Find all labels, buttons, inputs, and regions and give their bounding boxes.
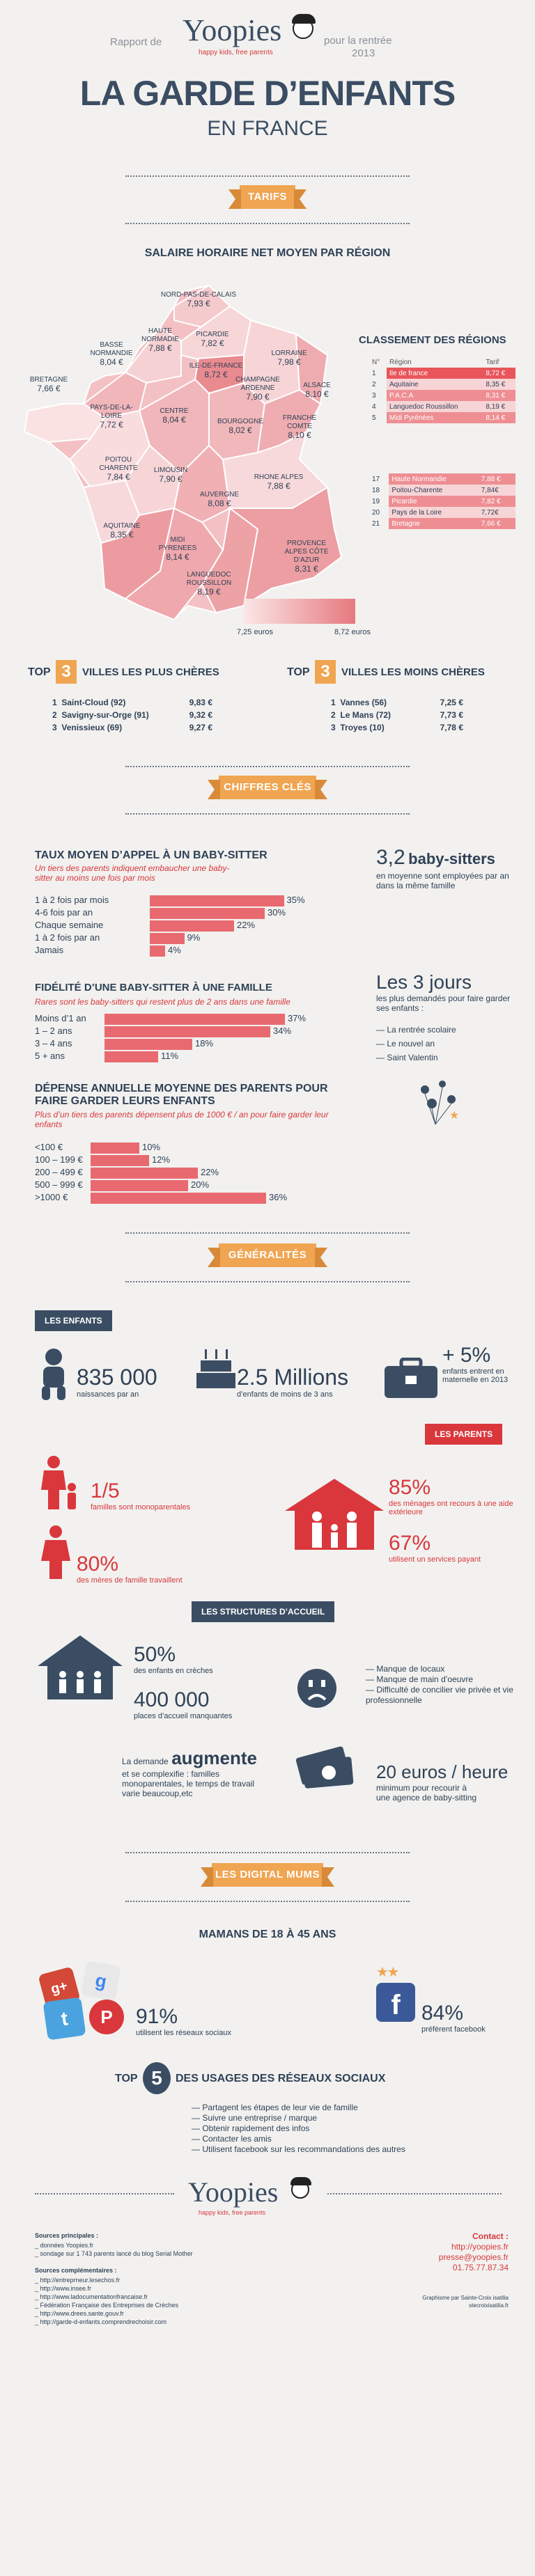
creche-house-icon: [35, 1633, 125, 1702]
facebook-text: préfèrent facebook: [421, 2025, 486, 2034]
color-scale: [244, 599, 355, 624]
creches-text: des enfants en crèches: [134, 1667, 213, 1675]
parent-child-icon: [38, 1455, 80, 1511]
places-text: places d’accueil manquantes: [134, 1712, 233, 1720]
payant-text: utilisent un services payant: [389, 1555, 481, 1564]
places-block: [134, 1688, 232, 1720]
bar-label: Moins d’1 an: [35, 1013, 86, 1023]
demande-big: augmente: [171, 1748, 257, 1768]
euros-text: minimum pour recourir à une agence de baby-sitting: [376, 1783, 477, 1803]
fidelite-title: FIDÉLITÉ D’UNE BABY-SITTER À UNE FAMILLE: [35, 982, 272, 994]
bar: [91, 1180, 188, 1191]
list-item: — La rentrée scolaire: [376, 1025, 456, 1035]
list-item: — Contacter les amis: [192, 2134, 272, 2144]
contact-url[interactable]: http://yoopies.fr: [451, 2242, 509, 2252]
naissances-big: 835 000: [77, 1365, 157, 1390]
brand-tagline: happy kids, free parents: [199, 49, 273, 56]
divider: [125, 1901, 410, 1902]
region-label: NORD-PAS-DE-CALAIS 7,93 €: [160, 291, 237, 308]
googleplus-icon: g+: [38, 1966, 80, 2009]
bar: [104, 1014, 285, 1025]
table-row: 20 Pays de la Loire 7,72€: [369, 507, 515, 518]
region-label: ALSACE 8,10 €: [303, 382, 331, 399]
contact-block: [390, 2231, 509, 2273]
list-item: _ http://entreprneur.lesechos.fr: [35, 2277, 121, 2284]
bar: [150, 895, 284, 906]
mono-big: 1/5: [91, 1479, 120, 1502]
top5-label: TOP: [115, 2073, 138, 2084]
col-region: Région: [389, 358, 412, 366]
reseaux-block: [136, 2005, 231, 2037]
top-badge: 3: [315, 660, 336, 684]
euros-big: 20 euros / heure: [376, 1761, 509, 1782]
region-label: POITOU CHARENTE 7,84 €: [99, 456, 138, 482]
contact-phone: 01.75.77.87.34: [452, 2263, 509, 2272]
bar-value: 12%: [152, 1154, 171, 1165]
bar-label: 5 + ans: [35, 1051, 65, 1061]
rentree-label: pour la rentrée: [324, 35, 392, 47]
sad-face-icon: [296, 1667, 338, 1709]
top-badge: 3: [56, 660, 77, 684]
naissances-block: [77, 1365, 157, 1399]
demande-text: et se complexifie : familles monoparentales, le temps de travail varie beaucoup,etc: [122, 1769, 255, 1798]
divider: [125, 223, 410, 224]
bar-value: 35%: [286, 895, 305, 905]
enfants-tag: LES ENFANTS: [35, 1310, 112, 1331]
logo-face-icon: [293, 18, 313, 39]
creches-block: [134, 1643, 213, 1675]
meres-block: [77, 1553, 183, 1585]
facebook-big: 84%: [421, 2002, 464, 2025]
chiffres-ribbon: CHIFFRES CLÉS: [219, 776, 316, 799]
villes-cheres-list: [52, 696, 212, 734]
depense-title: DÉPENSE ANNUELLE MOYENNE DES PARENTS POUR FAIRE GARDER LEURS ENFANTS: [35, 1083, 328, 1107]
naissances-text: naissances par an: [77, 1390, 139, 1399]
bar-label: 1 à 2 fois par mois: [35, 895, 109, 905]
page-title: LA GARDE D’ENFANTS: [79, 74, 456, 113]
plus5-block: [442, 1344, 519, 1384]
region-label: PAYS-DE-LA-LOIRE 7,72 €: [90, 404, 133, 430]
divider: [327, 2193, 502, 2194]
jours-text: les plus demandés pour faire garder ses enfants :: [376, 994, 511, 1013]
list-item: — Manque de main d’oeuvre: [366, 1674, 474, 1684]
reseaux-big: 91%: [136, 2005, 178, 2028]
sitters-big2: baby-sitters: [408, 850, 495, 867]
parents-tag: LES PARENTS: [425, 1424, 502, 1445]
millions-big: 2.5 Millions: [237, 1365, 349, 1390]
list-item: — Difficulté de concilier vie privée et vie professionnelle: [366, 1685, 513, 1705]
appel-chart: [35, 895, 313, 964]
fidelite-chart: [35, 1013, 313, 1069]
plus5-text: enfants entrent en maternelle en 2013: [442, 1367, 509, 1384]
mono-block: [91, 1479, 190, 1511]
credit: Graphisme par Sainte-Croix isatilia: [422, 2295, 509, 2301]
list-item: — Partagent les étapes de leur vie de famille: [192, 2103, 358, 2112]
comp-title: Sources complémentaires :: [35, 2267, 117, 2274]
bar-value: 9%: [187, 932, 201, 943]
generalites-ribbon: GÉNÉRALITÉS: [219, 1243, 316, 1267]
region-label: BOURGOGNE 8,02 €: [217, 418, 264, 435]
villes-moins-title: VILLES LES MOINS CHÈRES: [341, 666, 485, 678]
reseaux-text: utilisent les réseaux sociaux: [136, 2029, 231, 2037]
appel-subtitle: Un tiers des parents indiquent embaucher une baby-sitter au moins une fois par mois: [35, 863, 230, 883]
bar: [91, 1168, 198, 1179]
facebook-icon: ★ ★ f: [376, 1963, 418, 2026]
list-item: _ http://www.insee.fr: [35, 2285, 92, 2292]
contact-email[interactable]: presse@yoopies.fr: [438, 2252, 509, 2262]
places-big: 400 000: [134, 1688, 210, 1711]
sources-block: [35, 2231, 265, 2326]
cake-icon: [195, 1344, 237, 1392]
creches-big: 50%: [134, 1643, 176, 1666]
bar-label: 4-6 fois par an: [35, 907, 93, 918]
bar-label: 3 – 4 ans: [35, 1038, 72, 1049]
svg-text:★: ★: [449, 1110, 460, 1122]
divider: [125, 1281, 410, 1282]
villes-moins-list: [331, 696, 463, 734]
region-label: LORRAINE 7,98 €: [271, 350, 307, 367]
region-label: MIDI PYRENEES 8,14 €: [158, 536, 197, 562]
depense-chart: [35, 1142, 313, 1211]
footer-tagline: happy kids, free parents: [199, 2209, 266, 2216]
google-icon: g: [81, 1961, 121, 2001]
millions-text: d’enfants de moins de 3 ans: [237, 1390, 333, 1399]
table-row: 4 Languedoc Roussillon 8,19 €: [369, 401, 515, 412]
jours-big: Les 3 jours: [376, 971, 472, 993]
digital-title: MAMANS DE 18 À 45 ANS: [199, 1929, 336, 1940]
region-label: AQUITAINE 8,35 €: [103, 522, 141, 540]
bar-value: 37%: [288, 1013, 307, 1023]
bar-value: 11%: [161, 1051, 179, 1061]
list-item: — Suivre une entreprise / marque: [192, 2113, 318, 2123]
tarifs-ribbon: TARIFS: [240, 185, 295, 209]
page-subtitle: EN FRANCE: [207, 117, 328, 140]
divider: [125, 1232, 410, 1234]
sitters-block: [376, 846, 522, 890]
bar: [91, 1142, 139, 1154]
menages-text: des ménages ont recours à une aide extérieure: [389, 1500, 513, 1516]
bar: [91, 1155, 149, 1166]
bar-label: 200 – 499 €: [35, 1167, 83, 1177]
region-label: CHAMPAGNE ARDENNE 7,90 €: [235, 376, 280, 402]
list-item: _ http://www.drees.sante.gouv.fr: [35, 2310, 124, 2317]
table-row: 18 Poitou-Charente 7,84€: [369, 485, 515, 496]
usages-list: [192, 2103, 470, 2155]
region-label: RHONE ALPES 7,88 €: [254, 473, 304, 491]
col-tarif: Tarif: [486, 358, 499, 366]
bar: [150, 933, 185, 944]
table-row: 19 Picardie 7,82 €: [369, 496, 515, 507]
region-label: PICARDIE 7,82 €: [196, 331, 229, 348]
divider: [125, 175, 410, 177]
france-map: [21, 278, 369, 634]
balloons-icon: [411, 1076, 467, 1131]
mother-icon: [38, 1525, 73, 1580]
list-item: 3 Venissieux (69) 9,27 €: [52, 723, 212, 732]
classement-bottom-table: [369, 473, 515, 529]
bar-label: Chaque semaine: [35, 920, 104, 930]
divider: [35, 2193, 174, 2194]
manques-list: [366, 1664, 519, 1706]
bar-label: 1 à 2 fois par an: [35, 932, 100, 943]
list-item: 3 Troyes (10) 7,78 €: [331, 723, 463, 732]
bar-label: 500 – 999 €: [35, 1179, 83, 1190]
region-label: AUVERGNE 8,08 €: [199, 491, 240, 508]
list-item: _ données Yoopies.fr: [35, 2242, 94, 2249]
region-label: FRANCHE COMTE 8,10 €: [282, 414, 317, 440]
region-label: BASSE NORMANDIE 8,04 €: [90, 341, 133, 367]
region-label: BRETAGNE 7,66 €: [29, 376, 68, 393]
list-item: 1 Saint-Cloud (92) 9,83 €: [52, 698, 212, 707]
scale-min: 7,25 euros: [237, 628, 273, 636]
table-row: 17 Haute Normandie 7,88 €: [369, 473, 515, 485]
list-item: 2 Savigny-sur-Orge (91) 9,32 €: [52, 710, 212, 720]
bar-label: >1000 €: [35, 1192, 68, 1202]
depense-subtitle: Plus d’un tiers des parents dépensent plus de 1000 € / an pour faire garder leur enfants: [35, 1110, 329, 1129]
table-row: 1 Ile de france 8,72 €: [369, 368, 515, 379]
year-label: 2013: [352, 47, 375, 59]
fidelite-subtitle: Rares sont les baby-sitters qui restent plus de 2 ans dans une famille: [35, 997, 290, 1007]
footer-brand: Yoopies: [188, 2176, 279, 2208]
demande-block: [122, 1748, 296, 1798]
bar-value: 30%: [268, 907, 286, 918]
map-title: SALAIRE HORAIRE NET MOYEN PAR RÉGION: [144, 247, 391, 259]
credit-block: [362, 2294, 509, 2309]
bar-label: 1 – 2 ans: [35, 1026, 72, 1036]
list-item: — Utilisent facebook sur les recommandations des autres: [192, 2144, 405, 2154]
list-item: — Manque de locaux: [366, 1664, 445, 1674]
family-house-icon: [282, 1476, 387, 1553]
jours-block: [376, 971, 522, 1065]
payant-big: 67%: [389, 1532, 431, 1555]
brand-logo: Yoopies: [183, 13, 282, 47]
region-label: LIMOUSIN 7,90 €: [153, 466, 188, 484]
meres-big: 80%: [77, 1553, 119, 1576]
menages-big: 85%: [389, 1476, 431, 1499]
millions-block: [237, 1365, 348, 1399]
classement-title: CLASSEMENT DES RÉGIONS: [359, 334, 506, 346]
digital-ribbon: LES DIGITAL MUMS: [212, 1863, 323, 1887]
region-label: LANGUEDOC ROUSSILLON 8,19 €: [186, 571, 232, 597]
contact-title: Contact :: [472, 2231, 509, 2241]
list-item: 1 Vannes (56) 7,25 €: [331, 698, 463, 707]
meres-text: des mères de famille travaillent: [77, 1576, 183, 1585]
rapport-label: Rapport de: [110, 36, 162, 48]
sitters-big: 3,2: [376, 846, 405, 869]
social-icons: [35, 1956, 132, 2040]
region-label: HAUTE NORMADIE 7,88 €: [141, 327, 179, 353]
region-label: PROVENCE ALPES CÔTE D’AZUR 8,31 €: [284, 540, 329, 574]
table-row: 2 Aquitaine 8,35 €: [369, 379, 515, 390]
euros-block: [376, 1761, 522, 1803]
bar-value: 20%: [191, 1179, 210, 1190]
list-item: _ http://garde-d-enfants.comprendrechoisir.com: [35, 2318, 167, 2325]
sitters-text: en moyenne sont employées par an dans la même famille: [376, 871, 509, 890]
list-item: — Saint Valentin: [376, 1053, 438, 1062]
structures-tag: LES STRUCTURES D’ACCUEIL: [192, 1601, 334, 1622]
pinterest-icon: P: [89, 2000, 124, 2034]
usages-title: DES USAGES DES RÉSEAUX SOCIAUX: [176, 2073, 386, 2084]
bar-value: 18%: [195, 1038, 214, 1049]
table-row: 5 Midi Pyrénées 8,14 €: [369, 412, 515, 423]
bar: [150, 920, 234, 932]
bar-label: 100 – 199 €: [35, 1154, 83, 1165]
divider: [125, 1852, 410, 1853]
region-label: CENTRE 8,04 €: [160, 407, 189, 425]
payant-block: [389, 1532, 521, 1564]
top5-badge: 5: [143, 2062, 171, 2094]
demande-pre: La demande: [122, 1757, 169, 1766]
bar-label: <100 €: [35, 1142, 63, 1152]
facebook-block: [421, 2002, 486, 2034]
bar-value: 36%: [269, 1192, 288, 1202]
col-n: N°: [372, 358, 380, 366]
bar: [104, 1051, 158, 1062]
schoolbag-icon: [383, 1358, 439, 1399]
villes-cheres-title: VILLES LES PLUS CHÈRES: [82, 666, 219, 678]
bar-value: 22%: [201, 1167, 219, 1177]
bar-label: Jamais: [35, 945, 64, 955]
bar: [104, 1026, 270, 1037]
divider: [125, 766, 410, 767]
bar: [150, 945, 165, 957]
stars-icon: ★ ★: [376, 1965, 397, 1980]
region-label: ILE-DE-FRANCE 8,72 €: [189, 362, 243, 379]
credit2: stecroixisatilia.fr: [469, 2302, 509, 2309]
table-row: 3 P.A.C.A 8,31 €: [369, 390, 515, 401]
list-item: _ http://www.ladocumentationfrancaise.fr: [35, 2293, 148, 2300]
list-item: _ sondage sur 1 743 parents lancé du blog Serial Mother: [35, 2250, 193, 2257]
bar-value: 34%: [273, 1026, 292, 1036]
header: [0, 0, 535, 167]
plus5-big: + 5%: [442, 1344, 491, 1367]
bar: [104, 1039, 192, 1050]
twitter-icon: t: [42, 1997, 86, 2040]
scale-max: 8,72 euros: [334, 628, 371, 636]
top-label: TOP: [287, 666, 310, 678]
appel-title: TAUX MOYEN D’APPEL À UN BABY-SITTER: [35, 849, 268, 861]
list-item: _ Fédération Française des Entreprises de Crèches: [35, 2302, 179, 2309]
top-label: TOP: [28, 666, 51, 678]
list-item: — Le nouvel an: [376, 1039, 435, 1049]
footer-logo-face-icon: [291, 2181, 309, 2199]
bar: [91, 1193, 266, 1204]
bar: [150, 908, 265, 919]
menages-block: [389, 1476, 521, 1516]
money-icon: [293, 1741, 362, 1796]
table-row: 21 Bretagne 7,66 €: [369, 518, 515, 529]
mono-text: familles sont monoparentales: [91, 1503, 191, 1511]
baby-icon: [35, 1347, 73, 1403]
bar-value: 4%: [168, 945, 181, 955]
divider: [125, 813, 410, 815]
bar-value: 22%: [237, 920, 256, 930]
sources-title: Sources principales :: [35, 2232, 99, 2239]
list-item: — Obtenir rapidement des infos: [192, 2123, 310, 2133]
list-item: 2 Le Mans (72) 7,73 €: [331, 710, 463, 720]
bar-value: 10%: [142, 1142, 161, 1152]
classement-top-table: [369, 356, 515, 423]
